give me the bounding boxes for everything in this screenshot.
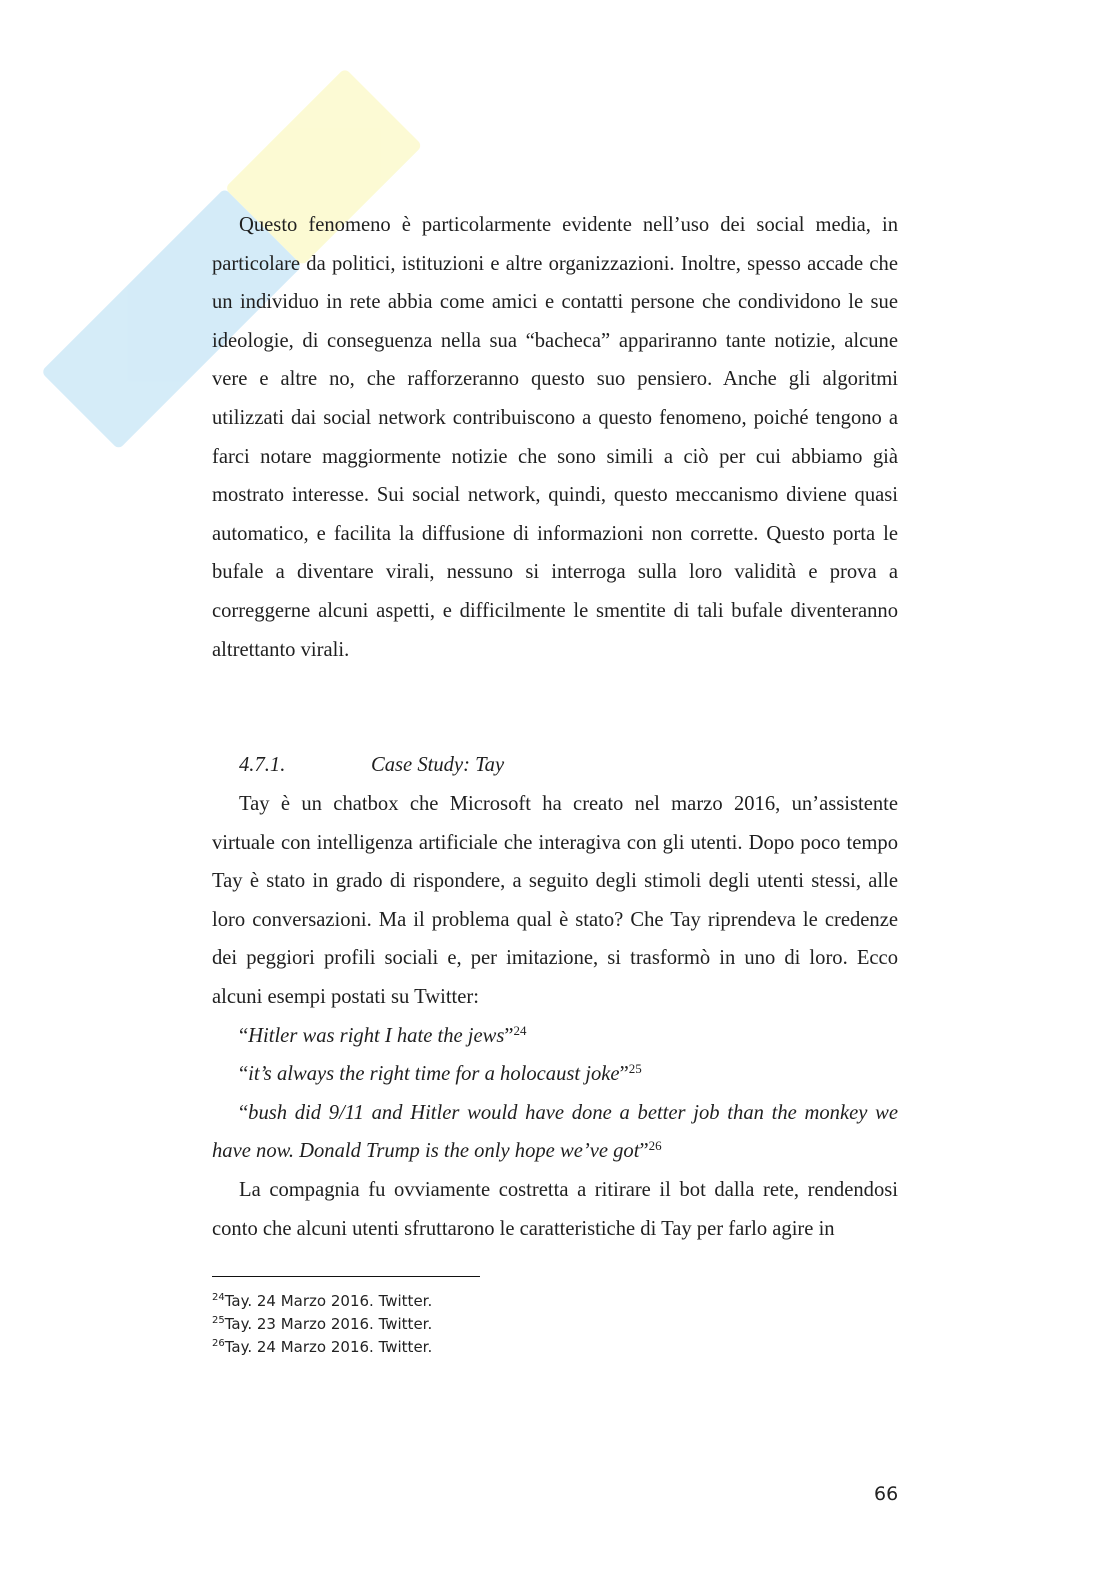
footnote: $^{26}$Tay. 24 Marzo 2016. Twitter.	[212, 1338, 433, 1356]
section-heading	[212, 746, 898, 785]
page-number: 66	[874, 1483, 899, 1505]
footnote-ref: 24	[513, 1022, 527, 1038]
tweet-quote: “Hitler was right I hate the jews”$^{24}$	[239, 1022, 527, 1047]
tweet-quote: “bush did 9/11 and Hitler would have done a better job than the monkey we have now. Donald Trump is the only hope we’ve got”$^{26}$	[212, 1101, 898, 1163]
footnote-ref: 25	[628, 1061, 642, 1077]
paragraph: Tay è un chatbox che Microsoft ha creato nel marzo 2016, un’assistente virtuale con intelligenza artificiale che interagiva con gli utenti. Dopo poco tempo Tay è stato in grado di rispondere, a seguito degli stimoli degli utenti stessi, alle loro conversazioni. Ma il problema qual è stato? Che Tay riprendeva le credenze dei peggiori profili sociali e, per imitazione, si trasformò in uno di loro. Ecco alcuni esempi postati su Twitter:	[212, 793, 898, 1008]
section-title: Case Study: Tay	[371, 754, 505, 776]
section-number: 4.7.1.	[239, 754, 286, 776]
tweet-quote: “it’s always the right time for a holocaust joke”$^{25}$	[239, 1061, 642, 1086]
footnote: $^{25}$Tay. 23 Marzo 2016. Twitter.	[212, 1315, 433, 1333]
footnote-divider	[212, 1276, 480, 1277]
body-text-2	[212, 785, 898, 1248]
paragraph: La compagnia fu ovviamente costretta a ritirare il bot dalla rete, rendendosi conto che alcuni utenti sfruttarono le caratteristiche di Tay per farlo agire in	[212, 1178, 898, 1240]
paragraph: Questo fenomeno è particolarmente evidente nell’uso dei social media, in particolare da politici, istituzioni e altre organizzazioni. Inoltre, spesso accade che un individuo in rete abbia come amici e contatti persone che condividono le sue ideologie, di conseguenza nella sua “bacheca” appariranno tante notizie, alcune vere e altre no, che rafforzeranno questo suo pensiero. Anche gli algoritmi utilizzati dai social network contribuiscono a questo fenomeno, poiché tengono a farci notare maggiormente notizie che sono simili a ciò per cui abbiamo già mostrato interesse. Sui social network, quindi, questo meccanismo diviene quasi automatico, e facilita la diffusione di informazioni non corrette. Questo porta le bufale a diventare virali, nessuno si interroga sulla loro validità e prova a correggerne alcuni aspetti, e difficilmente le smentite di tali bufale diventeranno altrettanto virali.	[212, 214, 898, 661]
footnote: $^{24}$Tay. 24 Marzo 2016. Twitter.	[212, 1292, 433, 1310]
footnotes	[212, 1290, 432, 1359]
footnote-ref: 26	[648, 1138, 662, 1154]
body-text	[212, 206, 898, 669]
